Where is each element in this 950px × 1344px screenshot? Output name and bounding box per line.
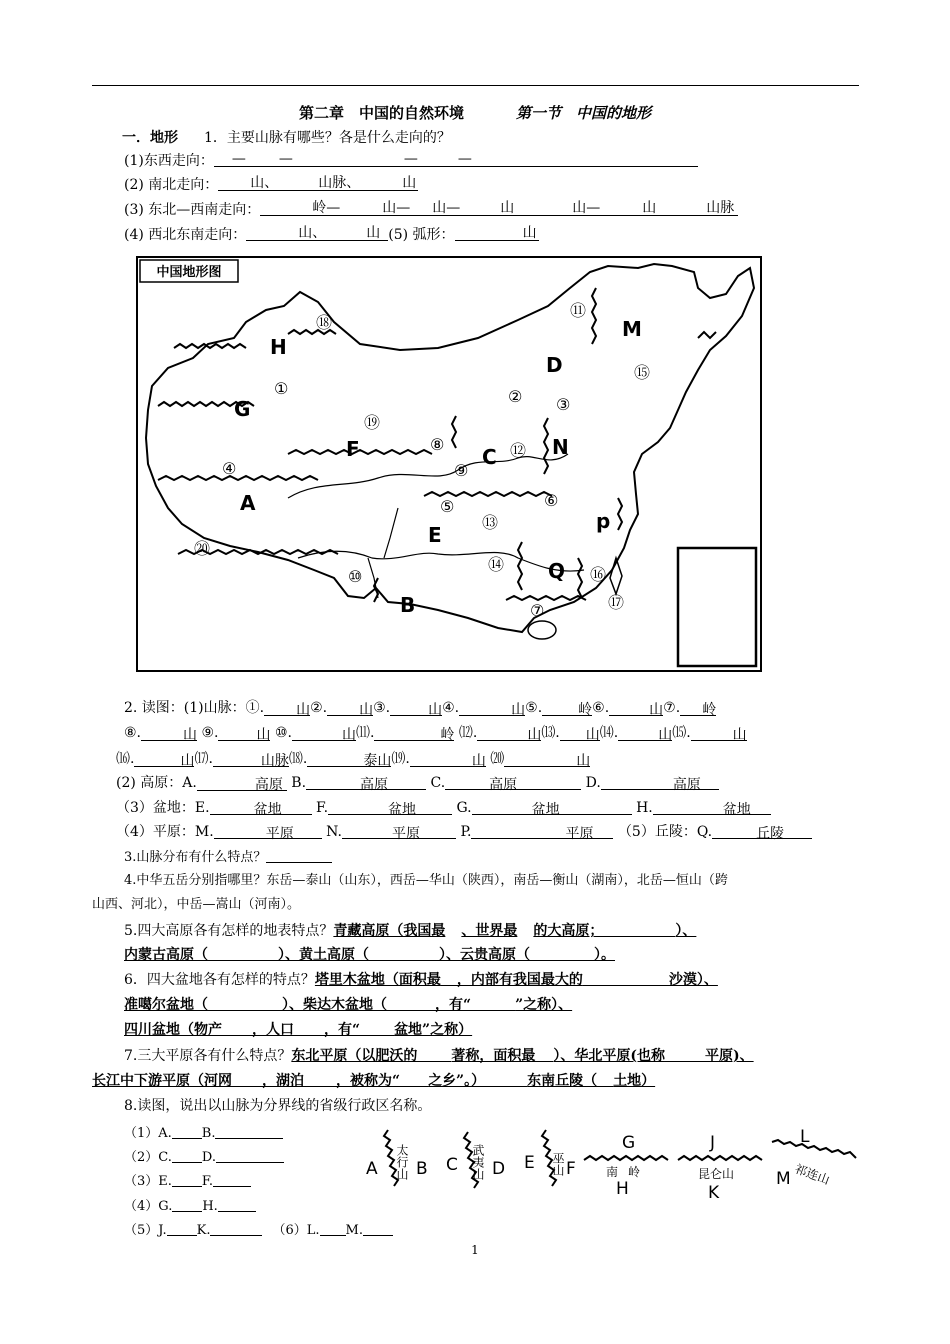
- map-title: 中国地形图: [156, 265, 222, 280]
- map-num-11: ⑪: [570, 301, 587, 320]
- answer-blank[interactable]: 高原: [306, 776, 426, 790]
- answer-blank[interactable]: 山: [609, 701, 663, 716]
- header-rule: [92, 85, 859, 86]
- q1-blank3[interactable]: 岭— 山— 山— 山 山— 山 山脉: [260, 201, 738, 216]
- page-number: 1: [471, 1243, 479, 1257]
- answer-blank[interactable]: 平原: [214, 825, 322, 839]
- answer-blank[interactable]: 平原: [471, 825, 613, 839]
- diag5-bottom: K: [708, 1183, 720, 1203]
- q1-line3: (3) 东北—西南走向： 岭— 山— 山— 山 山— 山 山脉: [124, 201, 738, 219]
- answer-blank[interactable]: [530, 946, 594, 961]
- answer-blank[interactable]: [172, 1197, 202, 1212]
- diag1-right: B: [416, 1159, 428, 1179]
- map-label-E: E: [428, 523, 442, 547]
- q8-row5: （5）J. K. （6）L. M.: [124, 1221, 393, 1240]
- q6-line1: 6．四大盆地各有怎样的特点？塔里木盆地（面积最 ，内部有我国最大的 沙漠）、: [124, 972, 718, 988]
- answer-blank[interactable]: 山: [292, 726, 356, 741]
- map-num-13: ⑬: [482, 513, 499, 532]
- map-label-A: A: [240, 491, 256, 515]
- answer-blank[interactable]: [665, 1047, 705, 1062]
- chapter-title: 第二章 中国的自然环境: [298, 104, 464, 122]
- diag2-right: D: [492, 1159, 506, 1179]
- answer-blank[interactable]: 山: [264, 701, 310, 716]
- diag6-name: 祁连山: [792, 1161, 832, 1188]
- diag6-bottom: M: [776, 1169, 791, 1189]
- answer-blank[interactable]: [232, 1072, 262, 1087]
- q7-line2: 长江中下游平原（河网 ，湖泊 ，被称为“ 之乡”。） 东南丘陵（ 土地）: [92, 1073, 656, 1089]
- answer-blank[interactable]: 山: [390, 701, 442, 716]
- answer-blank[interactable]: [294, 1021, 324, 1036]
- answer-blank[interactable]: 盆地: [653, 801, 771, 815]
- answer-blank[interactable]: 岭: [542, 701, 592, 716]
- map-num-4: ④: [222, 459, 237, 478]
- answer-blank[interactable]: [441, 971, 457, 986]
- map-num-2: ②: [508, 387, 523, 406]
- map-label-C: C: [482, 445, 497, 469]
- q2-line1: 2. 读图：(1)山脉：①. 山②. 山③. 山④. 山⑤. 岭⑥. 山⑦. 岭: [124, 700, 717, 718]
- q1-blank1[interactable]: — — — —: [214, 152, 698, 167]
- q1-heading: 一．地形 1．主要山脉有哪些？各是什么走向的？: [122, 130, 451, 146]
- answer-blank[interactable]: 丘陵: [712, 825, 812, 839]
- answer-blank[interactable]: [485, 1072, 527, 1087]
- map-num-15: ⑮: [634, 363, 651, 382]
- answer-blank[interactable]: [167, 1221, 197, 1236]
- map-label-N: N: [552, 435, 569, 459]
- answer-blank[interactable]: [216, 1148, 284, 1163]
- q2-line2: ⑧. 山 ⑨. 山 ⑩. 山⑾. 岭 ⑿. 山⒀. 山⒁. 山⒂. 山: [124, 725, 747, 743]
- diag2-left: C: [446, 1155, 458, 1175]
- map-num-18: ⑱: [316, 313, 333, 332]
- q1-blank4[interactable]: 山、 山: [246, 226, 388, 241]
- map-label-G: G: [234, 397, 251, 421]
- answer-blank[interactable]: 岭: [374, 726, 454, 741]
- answer-blank[interactable]: [218, 1197, 256, 1212]
- answer-blank[interactable]: [597, 1072, 613, 1087]
- map-num-5: ⑤: [440, 497, 455, 516]
- answer-blank[interactable]: [172, 1124, 202, 1139]
- q8-row4: （4）G. H.: [124, 1197, 256, 1216]
- q8-row1: （1）A. B.: [124, 1124, 283, 1143]
- q7-line1: 7.三大平原各有什么特点？东北平原（以肥沃的 著称，面积最 ）、华北平原(也称 平原)、: [124, 1048, 754, 1064]
- q1-line2: (2) 南北走向： 山、 山脉、 山: [124, 175, 417, 193]
- q2-line3: ⒃. 山⒄. 山脉⒅. 泰山⒆. 山 ⒇ 山: [116, 751, 591, 769]
- q4-line2: 山西、河北），中岳—嵩山（河南）。: [92, 897, 301, 912]
- map-num-3: ③: [556, 395, 571, 414]
- china-topographic-map: [136, 256, 762, 672]
- map-num-7: ⑦: [530, 601, 545, 620]
- answer-blank[interactable]: [603, 922, 675, 937]
- q8-lead: 8.读图，说出以山脉为分界线的省级行政区名称。: [124, 1098, 432, 1114]
- answer-blank[interactable]: 山: [134, 752, 194, 767]
- map-label-H: H: [270, 335, 287, 359]
- q5-line1: 5.四大高原各有怎样的地表特点？青藏高原（我国最 、世界最 的大高原； ）、: [124, 923, 697, 939]
- diag3-name: 巫山: [551, 1152, 565, 1176]
- answer-blank[interactable]: [304, 1072, 336, 1087]
- answer-blank[interactable]: [417, 1047, 451, 1062]
- map-num-6: ⑥: [544, 491, 559, 510]
- answer-blank[interactable]: [222, 1021, 252, 1036]
- answer-blank[interactable]: [320, 1221, 346, 1236]
- q8-row2: （2）C. D.: [124, 1148, 284, 1167]
- answer-blank[interactable]: [400, 1072, 428, 1087]
- map-num-9: ⑨: [454, 461, 469, 480]
- answer-blank[interactable]: 高原: [197, 776, 287, 791]
- map-num-16: ⑯: [590, 565, 607, 584]
- boundary-diagrams: [360, 1122, 860, 1206]
- answer-blank[interactable]: 山: [459, 701, 525, 716]
- answer-blank[interactable]: 岭: [680, 701, 716, 716]
- section-title: 第一节 中国的地形: [516, 104, 652, 122]
- map-drawing: [138, 258, 759, 669]
- answer-blank[interactable]: 山: [410, 752, 486, 767]
- answer-blank[interactable]: [360, 1021, 394, 1036]
- map-label-F: F: [346, 437, 360, 461]
- answer-blank[interactable]: 山: [504, 752, 590, 767]
- answer-blank[interactable]: [535, 1047, 553, 1062]
- answer-blank[interactable]: [583, 971, 669, 986]
- answer-blank[interactable]: 山: [477, 726, 541, 741]
- q5-line2: 内蒙古高原（ ）、黄土高原（ ）、云贵高原（ ）。: [124, 947, 615, 963]
- map-num-17: ⑰: [608, 593, 625, 612]
- map-num-14: ⑭: [488, 555, 505, 574]
- answer-blank[interactable]: [363, 1221, 393, 1236]
- answer-blank[interactable]: [172, 1148, 202, 1163]
- map-label-p: p: [596, 509, 611, 533]
- q2-plains: （4）平原：M. 平原 N. 平原 P. 平原 （5）丘陵：Q. 丘陵: [116, 823, 812, 841]
- answer-blank[interactable]: [213, 1172, 251, 1187]
- page-title: [0, 102, 950, 123]
- diag2-name: 武夷山: [471, 1144, 485, 1180]
- answer-blank[interactable]: 平原: [342, 825, 456, 839]
- answer-blank[interactable]: [210, 1221, 262, 1236]
- diag3-left: E: [524, 1153, 535, 1173]
- answer-blank[interactable]: 高原: [601, 776, 719, 790]
- map-num-10: ⑩: [348, 567, 363, 586]
- q1-blank2[interactable]: 山、 山脉、 山: [218, 176, 418, 191]
- answer-blank[interactable]: [387, 996, 435, 1011]
- map-label-Q: Q: [548, 559, 566, 583]
- q1-line1: (1)东西走向： — — — —: [124, 152, 698, 170]
- answer-blank[interactable]: 山: [560, 726, 600, 741]
- answer-blank[interactable]: [369, 946, 439, 961]
- map-num-12: ⑫: [510, 441, 527, 460]
- answer-blank[interactable]: 泰山: [307, 752, 391, 767]
- q6-line2: 准噶尔盆地（ ）、柴达木盆地（ ，有“ ”之称）、: [124, 997, 573, 1013]
- answer-blank[interactable]: [215, 1124, 283, 1139]
- map-label-D: D: [546, 353, 563, 377]
- diag5-name: 昆仑山: [698, 1167, 735, 1181]
- answer-blank[interactable]: [172, 1172, 202, 1187]
- map-num-8: ⑧: [430, 435, 445, 454]
- answer-blank[interactable]: [208, 996, 282, 1011]
- answer-blank[interactable]: [471, 996, 515, 1011]
- q2-basins: （3）盆地：E. 盆地 F. 盆地 G. 盆地 H. 盆地: [116, 799, 771, 817]
- map-label-M: M: [622, 317, 642, 341]
- q1-line4: (4) 西北东南走向： 山、 山 (5) 弧形： 山: [124, 225, 537, 243]
- q3: 3.山脉分布有什么特点？: [124, 848, 332, 867]
- diag1-left: A: [366, 1159, 378, 1179]
- answer-blank[interactable]: 山: [218, 726, 270, 741]
- map-label-B: B: [400, 593, 416, 617]
- answer-blank[interactable]: 山: [327, 701, 373, 716]
- map-num-1: ①: [274, 379, 289, 398]
- diag4-name: 南岭: [606, 1165, 651, 1179]
- diag5-top: J: [710, 1133, 716, 1153]
- answer-blank[interactable]: 盆地: [210, 801, 312, 815]
- answer-blank[interactable]: 山脉: [213, 752, 289, 767]
- map-num-19: ⑲: [364, 413, 381, 432]
- answer-blank[interactable]: 盆地: [472, 801, 632, 815]
- diag3-right: F: [566, 1159, 576, 1179]
- q4-line1: 4.中华五岳分别指哪里？东岳—泰山（山东），西岳—华山（陕西），南岳—衡山（湖南），北岳—恒山（跨: [124, 873, 728, 888]
- map-num-20: ⑳: [194, 539, 211, 558]
- q8-row3: （3）E. F.: [124, 1172, 251, 1191]
- diag4-top: G: [622, 1133, 636, 1153]
- answer-blank[interactable]: 盆地: [328, 801, 452, 815]
- answer-blank[interactable]: 山: [141, 726, 197, 741]
- q2-plateaus: (2) 高原：A. 高原 B. 高原 C. 高原 D. 高原: [116, 774, 719, 792]
- q6-line3: 四川盆地（物产 ，人口 ，有“ 盆地”之称）: [124, 1022, 473, 1038]
- answer-blank[interactable]: 山: [691, 726, 747, 741]
- q1-blank5[interactable]: 山: [455, 226, 539, 241]
- q3-blank[interactable]: [266, 848, 332, 863]
- diag6-top: L: [800, 1127, 810, 1147]
- answer-blank[interactable]: 高原: [445, 776, 581, 790]
- diag4-bottom: H: [616, 1179, 629, 1199]
- answer-blank[interactable]: 山: [618, 726, 672, 741]
- diag1-name: 太行山: [395, 1144, 409, 1180]
- answer-blank[interactable]: [208, 946, 278, 961]
